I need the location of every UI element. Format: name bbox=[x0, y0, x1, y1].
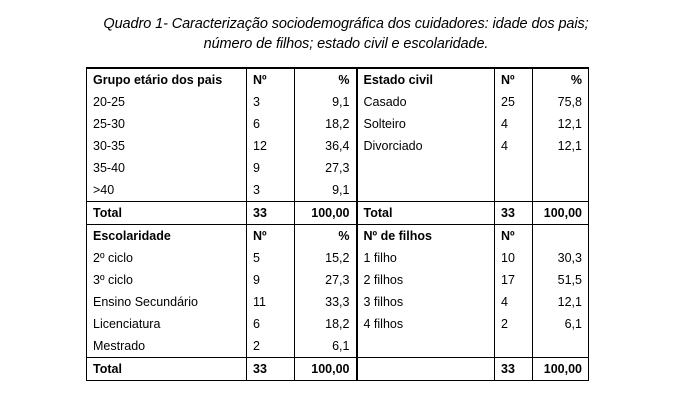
left-percent-cell: 100,00 bbox=[295, 358, 357, 381]
right-percent-cell: 12,1 bbox=[533, 113, 589, 135]
right-label-cell: Divorciado bbox=[357, 135, 495, 157]
table-row bbox=[87, 135, 589, 157]
left-label-cell: Grupo etário dos pais bbox=[87, 68, 247, 91]
right-count-cell: 10 bbox=[495, 247, 533, 269]
left-count-cell: Nº bbox=[247, 225, 295, 248]
left-percent-cell: 27,3 bbox=[295, 157, 357, 179]
left-count-cell: 9 bbox=[247, 269, 295, 291]
left-percent-cell: 15,2 bbox=[295, 247, 357, 269]
right-label-cell bbox=[357, 358, 495, 381]
left-label-cell: Total bbox=[87, 358, 247, 381]
left-percent-cell: 18,2 bbox=[295, 313, 357, 335]
left-count-cell: 11 bbox=[247, 291, 295, 313]
sociodemographic-table bbox=[86, 67, 589, 381]
left-percent-cell: % bbox=[295, 225, 357, 248]
left-label-cell: 30-35 bbox=[87, 135, 247, 157]
right-count-cell bbox=[495, 157, 533, 179]
left-count-cell: 2 bbox=[247, 335, 295, 358]
left-label-cell: Mestrado bbox=[87, 335, 247, 358]
table-total-row bbox=[87, 202, 589, 225]
left-count-cell: 12 bbox=[247, 135, 295, 157]
table-row bbox=[87, 179, 589, 202]
table-row bbox=[87, 313, 589, 335]
right-count-cell: 33 bbox=[495, 202, 533, 225]
table-row bbox=[87, 335, 589, 358]
right-count-cell: 2 bbox=[495, 313, 533, 335]
right-count-cell bbox=[495, 179, 533, 202]
table-row bbox=[87, 157, 589, 179]
right-count-cell: Nº bbox=[495, 225, 533, 248]
right-percent-cell: 12,1 bbox=[533, 291, 589, 313]
right-percent-cell: 75,8 bbox=[533, 91, 589, 113]
left-percent-cell: % bbox=[295, 68, 357, 91]
right-count-cell bbox=[495, 335, 533, 358]
left-label-cell: 2º ciclo bbox=[87, 247, 247, 269]
right-label-cell: Nº de filhos bbox=[357, 225, 495, 248]
left-label-cell: Ensino Secundário bbox=[87, 291, 247, 313]
right-percent-cell: 30,3 bbox=[533, 247, 589, 269]
right-count-cell: 4 bbox=[495, 113, 533, 135]
caption-line-2: número de filhos; estado civil e escolaridade. bbox=[203, 36, 489, 52]
right-percent-cell: 100,00 bbox=[533, 202, 589, 225]
right-count-cell: 4 bbox=[495, 291, 533, 313]
left-count-cell: 3 bbox=[247, 179, 295, 202]
right-label-cell bbox=[357, 157, 495, 179]
left-percent-cell: 36,4 bbox=[295, 135, 357, 157]
left-percent-cell: 27,3 bbox=[295, 269, 357, 291]
table-row bbox=[87, 113, 589, 135]
right-label-cell: Casado bbox=[357, 91, 495, 113]
left-label-cell: >40 bbox=[87, 179, 247, 202]
right-percent-cell bbox=[533, 335, 589, 358]
left-label-cell: Escolaridade bbox=[87, 225, 247, 248]
table-row bbox=[87, 91, 589, 113]
table-row bbox=[87, 247, 589, 269]
table-header-row bbox=[87, 68, 589, 91]
right-percent-cell: 51,5 bbox=[533, 269, 589, 291]
left-label-cell: 35-40 bbox=[87, 157, 247, 179]
left-count-cell: 33 bbox=[247, 202, 295, 225]
left-percent-cell: 9,1 bbox=[295, 91, 357, 113]
left-label-cell: Total bbox=[87, 202, 247, 225]
left-percent-cell: 6,1 bbox=[295, 335, 357, 358]
left-label-cell: Licenciatura bbox=[87, 313, 247, 335]
right-label-cell: 1 filho bbox=[357, 247, 495, 269]
right-label-cell: Estado civil bbox=[357, 68, 495, 91]
right-label-cell: 2 filhos bbox=[357, 269, 495, 291]
right-percent-cell bbox=[533, 179, 589, 202]
right-label-cell: 3 filhos bbox=[357, 291, 495, 313]
right-label-cell: 4 filhos bbox=[357, 313, 495, 335]
left-count-cell: 6 bbox=[247, 113, 295, 135]
right-percent-cell: 6,1 bbox=[533, 313, 589, 335]
left-label-cell: 25-30 bbox=[87, 113, 247, 135]
right-percent-cell: % bbox=[533, 68, 589, 91]
right-label-cell: Solteiro bbox=[357, 113, 495, 135]
left-label-cell: 3º ciclo bbox=[87, 269, 247, 291]
right-count-cell: 17 bbox=[495, 269, 533, 291]
left-label-cell: 20-25 bbox=[87, 91, 247, 113]
table-row bbox=[87, 269, 589, 291]
right-label-cell bbox=[357, 179, 495, 202]
left-percent-cell: 9,1 bbox=[295, 179, 357, 202]
right-percent-cell: 100,00 bbox=[533, 358, 589, 381]
table-total-row bbox=[87, 358, 589, 381]
right-count-cell: Nº bbox=[495, 68, 533, 91]
right-label-cell bbox=[357, 335, 495, 358]
left-percent-cell: 100,00 bbox=[295, 202, 357, 225]
left-count-cell: Nº bbox=[247, 68, 295, 91]
right-percent-cell: 12,1 bbox=[533, 135, 589, 157]
right-percent-cell bbox=[533, 225, 589, 248]
left-count-cell: 6 bbox=[247, 313, 295, 335]
table-row bbox=[87, 291, 589, 313]
left-percent-cell: 18,2 bbox=[295, 113, 357, 135]
left-count-cell: 9 bbox=[247, 157, 295, 179]
left-count-cell: 33 bbox=[247, 358, 295, 381]
right-percent-cell bbox=[533, 157, 589, 179]
left-count-cell: 3 bbox=[247, 91, 295, 113]
right-count-cell: 33 bbox=[495, 358, 533, 381]
right-label-cell: Total bbox=[357, 202, 495, 225]
table-caption bbox=[0, 14, 692, 54]
table-header-row bbox=[87, 225, 589, 248]
caption-line-1: Quadro 1- Caracterização sociodemográfica dos cuidadores: idade dos pais; bbox=[103, 16, 589, 32]
right-count-cell: 25 bbox=[495, 91, 533, 113]
left-percent-cell: 33,3 bbox=[295, 291, 357, 313]
right-count-cell: 4 bbox=[495, 135, 533, 157]
left-count-cell: 5 bbox=[247, 247, 295, 269]
